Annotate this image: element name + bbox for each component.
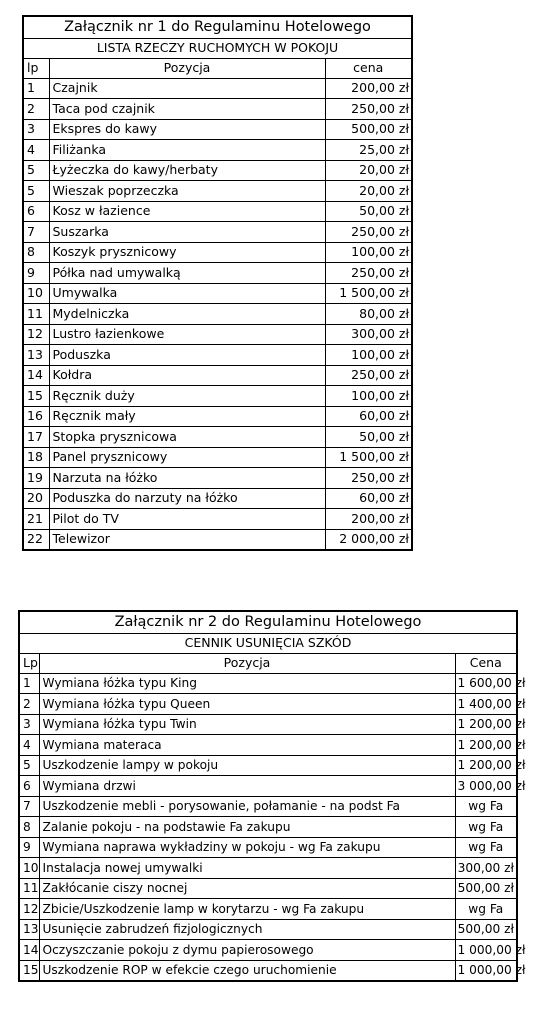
item-price: 500,00 zł <box>325 119 412 140</box>
item-price: 250,00 zł <box>325 222 412 243</box>
item-name: Poduszka <box>49 345 325 366</box>
row-number: 5 <box>23 160 49 181</box>
row-number: 9 <box>19 837 39 858</box>
attachment-1-table <box>22 15 413 551</box>
table-row <box>23 365 412 386</box>
table-row <box>23 509 412 530</box>
row-number: 8 <box>19 817 39 838</box>
item-name: Usunięcie zabrudzeń fizjologicznych <box>39 919 455 940</box>
row-number: 15 <box>19 960 39 981</box>
row-number: 19 <box>23 468 49 489</box>
item-price: 50,00 zł <box>325 427 412 448</box>
row-number: 11 <box>19 878 39 899</box>
row-number: 11 <box>23 304 49 325</box>
table-row <box>23 324 412 345</box>
item-name: Zalanie pokoju - na podstawie Fa zakupu <box>39 817 455 838</box>
row-number: 12 <box>19 899 39 920</box>
table-row <box>23 386 412 407</box>
item-name: Filiżanka <box>49 140 325 161</box>
item-price: 100,00 zł <box>325 242 412 263</box>
item-price: 1 500,00 zł <box>325 447 412 468</box>
item-name: Uszkodzenie lampy w pokoju <box>39 755 455 776</box>
column-header-cena: cena <box>325 58 412 78</box>
table-row <box>23 345 412 366</box>
table-row <box>19 940 517 961</box>
table-row <box>23 304 412 325</box>
table-subtitle: LISTA RZECZY RUCHOMYCH W POKOJU <box>23 38 412 58</box>
row-number: 14 <box>23 365 49 386</box>
table-row <box>23 119 412 140</box>
row-number: 3 <box>19 714 39 735</box>
column-header-pozycja: Pozycja <box>39 653 455 673</box>
row-number: 13 <box>19 919 39 940</box>
item-name: Pilot do TV <box>49 509 325 530</box>
item-price: 1 000,00 zł <box>455 960 517 981</box>
item-price: 60,00 zł <box>325 406 412 427</box>
item-price: 500,00 zł <box>455 878 517 899</box>
table-title: Załącznik nr 2 do Regulaminu Hotelowego <box>19 611 517 633</box>
row-number: 22 <box>23 529 49 550</box>
table-row <box>19 960 517 981</box>
row-number: 5 <box>23 181 49 202</box>
item-price: 250,00 zł <box>325 99 412 120</box>
row-number: 18 <box>23 447 49 468</box>
item-name: Wymiana łóżka typu King <box>39 673 455 694</box>
table-row <box>19 694 517 715</box>
row-number: 4 <box>23 140 49 161</box>
item-name: Telewizor <box>49 529 325 550</box>
row-number: 12 <box>23 324 49 345</box>
table-row <box>23 99 412 120</box>
row-number: 8 <box>23 242 49 263</box>
item-price: 20,00 zł <box>325 160 412 181</box>
row-number: 10 <box>19 858 39 879</box>
table-row <box>23 242 412 263</box>
row-number: 17 <box>23 427 49 448</box>
item-name: Półka nad umywalką <box>49 263 325 284</box>
item-price: 1 400,00 zł <box>455 694 517 715</box>
row-number: 1 <box>23 78 49 99</box>
item-name: Uszkodzenie mebli - porysowanie, połamanie - na podst Fa <box>39 796 455 817</box>
table-row <box>23 529 412 550</box>
item-price: 1 200,00 zł <box>455 755 517 776</box>
item-name: Stopka prysznicowa <box>49 427 325 448</box>
item-name: Taca pod czajnik <box>49 99 325 120</box>
row-number: 16 <box>23 406 49 427</box>
row-number: 13 <box>23 345 49 366</box>
table-row <box>19 858 517 879</box>
table-subtitle: CENNIK USUNIĘCIA SZKÓD <box>19 633 517 653</box>
item-price: 1 200,00 zł <box>455 735 517 756</box>
item-name: Wymiana naprawa wykładziny w pokoju - wg Fa zakupu <box>39 837 455 858</box>
table-row <box>23 222 412 243</box>
item-price: 300,00 zł <box>325 324 412 345</box>
table-row <box>19 817 517 838</box>
row-number: 4 <box>19 735 39 756</box>
item-price: 250,00 zł <box>325 365 412 386</box>
table-row <box>19 776 517 797</box>
table-row <box>23 447 412 468</box>
row-number: 14 <box>19 940 39 961</box>
item-name: Wymiana materaca <box>39 735 455 756</box>
row-number: 7 <box>23 222 49 243</box>
table-row <box>19 919 517 940</box>
item-price: 250,00 zł <box>325 263 412 284</box>
item-price: 2 000,00 zł <box>325 529 412 550</box>
item-price: 200,00 zł <box>325 78 412 99</box>
column-header-lp: Lp <box>19 653 39 673</box>
item-price: wg Fa <box>455 796 517 817</box>
item-price: 250,00 zł <box>325 468 412 489</box>
table-title: Załącznik nr 1 do Regulaminu Hotelowego <box>23 16 412 38</box>
item-price: 1 200,00 zł <box>455 714 517 735</box>
table-row <box>23 181 412 202</box>
item-price: 100,00 zł <box>325 345 412 366</box>
table-row <box>23 468 412 489</box>
item-price: 25,00 zł <box>325 140 412 161</box>
row-number: 5 <box>19 755 39 776</box>
item-name: Poduszka do narzuty na łóżko <box>49 488 325 509</box>
table-row <box>23 406 412 427</box>
item-name: Panel prysznicowy <box>49 447 325 468</box>
table-row <box>19 714 517 735</box>
item-name: Wymiana łóżka typu Queen <box>39 694 455 715</box>
row-number: 15 <box>23 386 49 407</box>
table-row <box>19 837 517 858</box>
row-number: 3 <box>23 119 49 140</box>
item-name: Zbicie/Uszkodzenie lamp w korytarzu - wg Fa zakupu <box>39 899 455 920</box>
item-price: wg Fa <box>455 899 517 920</box>
column-header-lp: lp <box>23 58 49 78</box>
item-price: 1 500,00 zł <box>325 283 412 304</box>
item-name: Kołdra <box>49 365 325 386</box>
item-name: Oczyszczanie pokoju z dymu papierosowego <box>39 940 455 961</box>
item-name: Mydelniczka <box>49 304 325 325</box>
item-price: 1 000,00 zł <box>455 940 517 961</box>
item-name: Wieszak poprzeczka <box>49 181 325 202</box>
row-number: 21 <box>23 509 49 530</box>
table-row <box>19 899 517 920</box>
item-price: 100,00 zł <box>325 386 412 407</box>
item-price: wg Fa <box>455 837 517 858</box>
table-row <box>19 755 517 776</box>
item-price: 60,00 zł <box>325 488 412 509</box>
item-name: Lustro łazienkowe <box>49 324 325 345</box>
item-name: Ręcznik mały <box>49 406 325 427</box>
table-row <box>23 160 412 181</box>
item-price: 1 600,00 zł <box>455 673 517 694</box>
attachment-2-table <box>18 610 526 982</box>
item-name: Koszyk prysznicowy <box>49 242 325 263</box>
item-name: Instalacja nowej umywalki <box>39 858 455 879</box>
row-number: 2 <box>19 694 39 715</box>
row-number: 1 <box>19 673 39 694</box>
row-number: 6 <box>19 776 39 797</box>
table-row <box>19 878 517 899</box>
table-row <box>23 140 412 161</box>
row-number: 20 <box>23 488 49 509</box>
table-row <box>23 201 412 222</box>
table-row <box>23 263 412 284</box>
item-name: Czajnik <box>49 78 325 99</box>
item-name: Wymiana łóżka typu Twin <box>39 714 455 735</box>
table-row <box>23 427 412 448</box>
item-price: 500,00 zł <box>455 919 517 940</box>
item-price: 3 000,00 zł <box>455 776 517 797</box>
column-header-pozycja: Pozycja <box>49 58 325 78</box>
item-price: 80,00 zł <box>325 304 412 325</box>
item-name: Narzuta na łóżko <box>49 468 325 489</box>
table-row <box>19 735 517 756</box>
row-number: 7 <box>19 796 39 817</box>
item-price: wg Fa <box>455 817 517 838</box>
row-number: 10 <box>23 283 49 304</box>
item-name: Zakłócanie ciszy nocnej <box>39 878 455 899</box>
item-price: 200,00 zł <box>325 509 412 530</box>
item-name: Ręcznik duży <box>49 386 325 407</box>
table-row <box>19 673 517 694</box>
item-name: Uszkodzenie ROP w efekcie czego uruchomienie <box>39 960 455 981</box>
item-name: Wymiana drzwi <box>39 776 455 797</box>
item-name: Ekspres do kawy <box>49 119 325 140</box>
item-name: Suszarka <box>49 222 325 243</box>
item-name: Łyżeczka do kawy/herbaty <box>49 160 325 181</box>
item-price: 20,00 zł <box>325 181 412 202</box>
item-price: 300,00 zł <box>455 858 517 879</box>
row-number: 2 <box>23 99 49 120</box>
row-number: 9 <box>23 263 49 284</box>
table-row <box>23 78 412 99</box>
column-header-cena: Cena <box>455 653 517 673</box>
item-name: Kosz w łazience <box>49 201 325 222</box>
item-price: 50,00 zł <box>325 201 412 222</box>
item-name: Umywalka <box>49 283 325 304</box>
table-row <box>23 488 412 509</box>
table-row <box>19 796 517 817</box>
table-row <box>23 283 412 304</box>
row-number: 6 <box>23 201 49 222</box>
